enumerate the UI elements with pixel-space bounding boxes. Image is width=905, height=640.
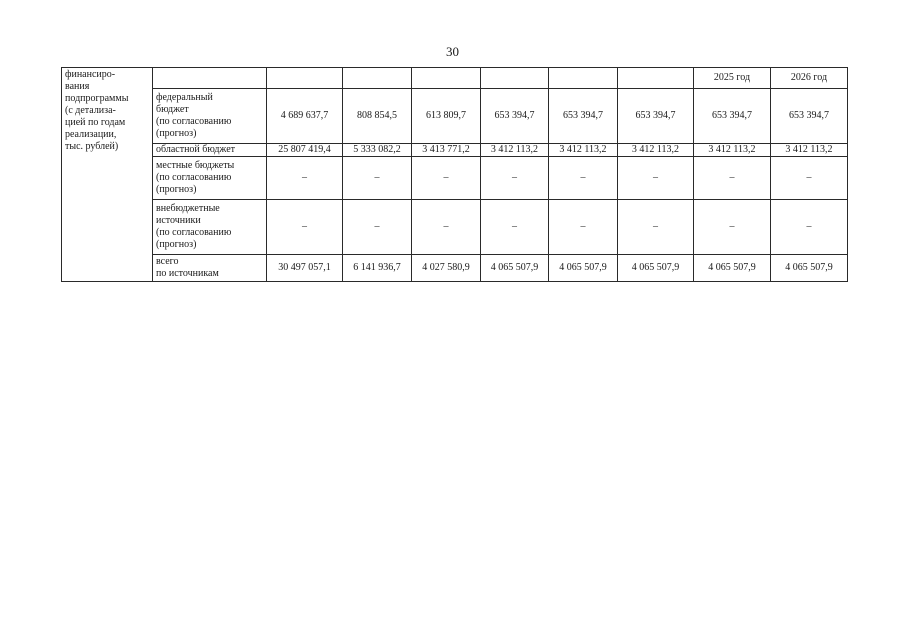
value-cell: – <box>412 200 481 255</box>
source-label-line: (по согласованию <box>156 116 232 127</box>
source-label-total <box>153 255 267 282</box>
value-cell: 4 065 507,9 <box>549 255 618 282</box>
row-label-line: реализации, <box>65 129 117 140</box>
row-label-line: цией по годам <box>65 117 126 128</box>
table-row <box>62 89 848 144</box>
source-label-line: бюджет <box>156 104 189 115</box>
value-cell: – <box>549 157 618 200</box>
value-cell: – <box>481 200 549 255</box>
value-cell: – <box>618 200 694 255</box>
page-number: 30 <box>446 44 459 59</box>
value-cell: 808 854,5 <box>343 89 412 144</box>
value-cell: 653 394,7 <box>618 89 694 144</box>
header-source-cell <box>153 68 267 89</box>
value-cell: – <box>771 200 848 255</box>
value-cell: 5 333 082,2 <box>343 144 412 157</box>
row-label-line: финансиро- <box>65 69 116 80</box>
source-label-local <box>153 157 267 200</box>
source-label-federal <box>153 89 267 144</box>
value-cell: 3 412 113,2 <box>618 144 694 157</box>
value-cell: 6 141 936,7 <box>343 255 412 282</box>
source-label-line: (прогноз) <box>156 239 197 250</box>
source-label-line: внебюджетные <box>156 203 220 214</box>
source-label-line: (прогноз) <box>156 184 197 195</box>
source-label-line: (по согласованию <box>156 172 232 183</box>
value-cell: 4 065 507,9 <box>481 255 549 282</box>
value-cell: 653 394,7 <box>481 89 549 144</box>
value-cell: – <box>343 157 412 200</box>
value-cell: 653 394,7 <box>694 89 771 144</box>
value-cell: 653 394,7 <box>549 89 618 144</box>
value-cell: 3 412 113,2 <box>549 144 618 157</box>
year-header-2026: 2026 год <box>771 68 848 89</box>
value-cell: 25 807 419,4 <box>267 144 343 157</box>
source-label-line: по источникам <box>156 268 219 279</box>
value-cell: – <box>267 200 343 255</box>
table-row <box>62 144 848 157</box>
source-label-extrabudgetary <box>153 200 267 255</box>
source-label-line: федеральный <box>156 92 213 103</box>
value-cell: 4 027 580,9 <box>412 255 481 282</box>
value-cell: – <box>549 200 618 255</box>
value-cell: 653 394,7 <box>771 89 848 144</box>
source-label-regional <box>153 144 267 157</box>
value-cell: – <box>771 157 848 200</box>
value-cell: – <box>694 157 771 200</box>
table-header-row <box>62 68 848 89</box>
year-header <box>618 68 694 89</box>
value-cell: – <box>694 200 771 255</box>
row-label-cell <box>62 68 153 282</box>
year-header-2025: 2025 год <box>694 68 771 89</box>
value-cell: – <box>343 200 412 255</box>
value-cell: 4 689 637,7 <box>267 89 343 144</box>
table-row-total <box>62 255 848 282</box>
value-cell: 4 065 507,9 <box>771 255 848 282</box>
table-row <box>62 157 848 200</box>
row-label-line: (с детализа- <box>65 105 116 116</box>
value-cell: – <box>412 157 481 200</box>
year-header <box>412 68 481 89</box>
table-row <box>62 200 848 255</box>
row-label-line: вания <box>65 81 90 92</box>
source-label-line: (по согласованию <box>156 227 232 238</box>
source-label-line: источники <box>156 215 201 226</box>
row-label-line: подпрограммы <box>65 93 129 104</box>
source-label-line: (прогноз) <box>156 128 197 139</box>
value-cell: 3 412 113,2 <box>771 144 848 157</box>
budget-table <box>61 67 848 282</box>
value-cell: – <box>618 157 694 200</box>
value-cell: – <box>267 157 343 200</box>
value-cell: 4 065 507,9 <box>694 255 771 282</box>
value-cell: – <box>481 157 549 200</box>
value-cell: 4 065 507,9 <box>618 255 694 282</box>
value-cell: 3 413 771,2 <box>412 144 481 157</box>
source-label-line: всего <box>156 256 179 267</box>
source-label-line: областной бюджет <box>156 144 236 155</box>
year-header <box>343 68 412 89</box>
year-header <box>481 68 549 89</box>
value-cell: 3 412 113,2 <box>481 144 549 157</box>
year-header <box>267 68 343 89</box>
row-label-line: тыс. рублей) <box>65 141 119 152</box>
value-cell: 613 809,7 <box>412 89 481 144</box>
source-label-line: местные бюджеты <box>156 160 235 171</box>
year-header <box>549 68 618 89</box>
value-cell: 3 412 113,2 <box>694 144 771 157</box>
value-cell: 30 497 057,1 <box>267 255 343 282</box>
